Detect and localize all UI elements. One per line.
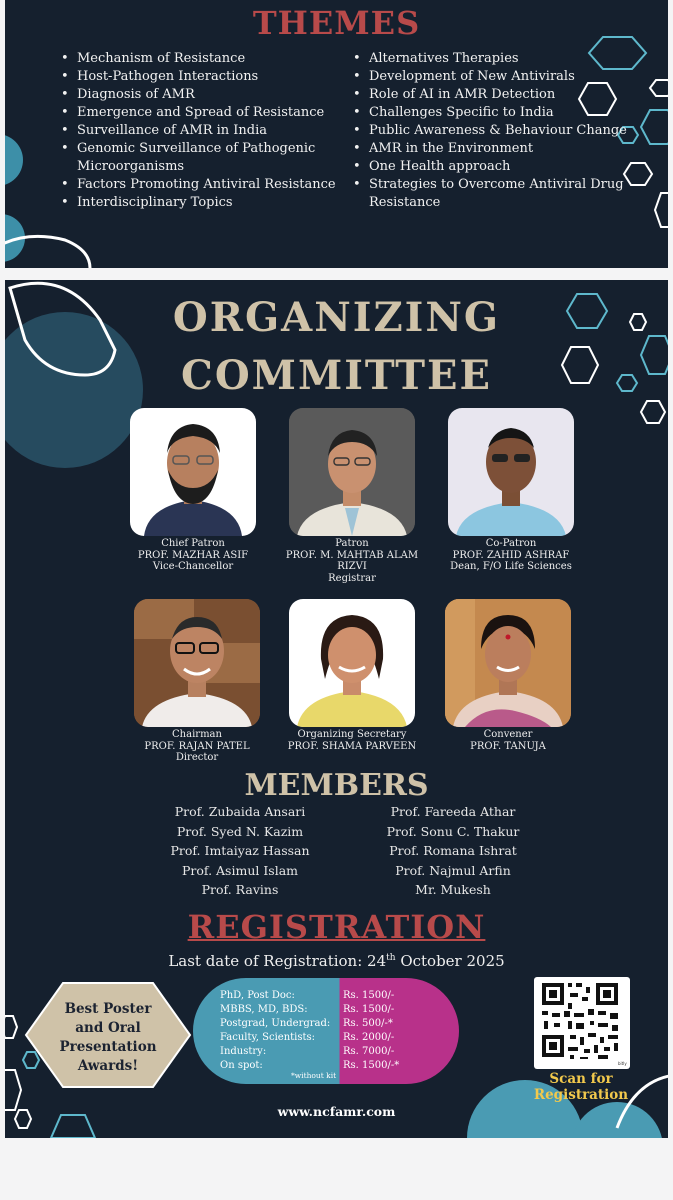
hexagon-icon [5,1016,17,1038]
registration-deadline [5,952,668,970]
qr-code-icon [534,977,630,1069]
theme-item: • Strategies to Overcome Antiviral Drug Resistance [351,176,631,212]
person-photo [289,408,415,536]
award-line: Presentation [59,1039,157,1055]
scan-line: Registration [533,1087,629,1103]
person-card [437,599,579,752]
theme-item: • Public Awareness & Behaviour Change [351,122,631,140]
person-title: Director [175,752,219,763]
fee-amount: Rs. 500/-* [343,1018,393,1029]
member-name: Prof. Zubaida Ansari [174,804,306,819]
fee-category: PhD, Post Doc: [220,990,295,1001]
theme-item: • Mechanism of Resistance [59,50,349,68]
fee-category: Faculty, Scientists: [220,1032,316,1043]
person-caption [122,538,264,573]
portrait-illustration [445,599,571,727]
person-card [122,408,264,573]
fee-amount: Rs. 7000/- [343,1046,395,1057]
person-name: PROF. ZAHID ASHRAF [452,549,570,561]
hexagon-icon [641,110,668,144]
deco-circle [5,134,23,186]
theme-item: • Surveillance of AMR in India [59,122,349,140]
fee-note: *without kit [291,1071,337,1080]
members-list-right [353,802,553,900]
fee-amount: Rs. 2000/- [343,1032,395,1043]
portrait-illustration [134,599,260,727]
person-caption [126,729,268,764]
person-caption [437,729,579,752]
deadline-month-year: October 2025 [395,952,505,970]
deadline-prefix: Last date of Registration: 24 [168,952,387,970]
theme-item: • Diagnosis of AMR [59,86,349,104]
themes-title: THEMES [252,4,421,42]
person-title: Vice-Chancellor [152,561,234,572]
person-card [272,599,432,752]
theme-item: • Development of New Antivirals [351,68,631,86]
person-photo [445,599,571,727]
scan-for-registration-label [521,1071,641,1103]
website-link[interactable]: www.ncfamr.com [277,1104,396,1119]
fee-amount: Rs. 1500/-* [343,1060,400,1071]
member-name: Mr. Mukesh [415,882,491,897]
person-photo [134,599,260,727]
portrait-illustration [289,599,415,727]
person-role: Patron [335,538,369,549]
theme-item: • Role of AI in AMR Detection [351,86,631,104]
person-role: Co-Patron [485,538,537,549]
theme-item: • AMR in the Environment [351,140,631,158]
registration-fee-table [193,978,459,1084]
theme-item: • One Health approach [351,158,631,176]
person-photo [448,408,574,536]
deadline-suffix-ordinal: th [386,953,396,963]
person-title: Registrar [328,572,376,584]
person-caption [440,538,582,573]
person-role: Convener [483,729,533,740]
theme-item: • Alternatives Therapies [351,50,631,68]
theme-item: • Challenges Specific to India [351,104,631,122]
themes-list-right [351,50,631,212]
fee-category: MBBS, MD, BDS: [220,1004,308,1015]
registration-qr-code[interactable] [534,977,630,1069]
person-name: PROF. MAZHAR ASIF [137,549,249,561]
fee-amount: Rs. 1500/- [343,990,395,1001]
portrait-illustration [448,408,574,536]
person-name: PROF. SHAMA PARVEEN [287,740,417,752]
theme-item: • Factors Promoting Antiviral Resistance [59,176,349,194]
person-role: Chairman [172,729,222,740]
members-list-left [140,802,340,900]
committee-title-line1: ORGANIZING [172,294,501,341]
fee-category: Postgrad, Undergrad: [220,1018,331,1029]
qr-small-text: bitly [618,1061,627,1066]
member-name: Prof. Asimul Islam [181,862,298,878]
member-name: Prof. Fareeda Athar [390,804,516,819]
award-line: Awards! [77,1058,139,1074]
awards-badge [23,980,193,1090]
person-role: Chief Patron [161,538,225,549]
themes-panel [5,0,668,268]
person-caption [272,729,432,752]
theme-item: • Host-Pathogen Interactions [59,68,349,86]
member-name: Prof. Najmul Arfin [395,862,511,878]
award-line: and Oral [75,1020,141,1036]
person-card [440,408,582,573]
portrait-illustration [130,408,256,536]
person-card [281,408,423,584]
committee-title-line2: COMMITTEE [180,352,493,399]
person-card [126,599,268,764]
person-photo [130,408,256,536]
member-name: Prof. Ravins [201,882,279,897]
person-role: Organizing Secretary [297,729,407,740]
person-name: PROF. RAJAN PATEL [144,740,250,752]
hexagon-icon [655,193,668,227]
committee-panel [5,280,668,1138]
member-name: Prof. Imtaiyaz Hassan [170,843,310,858]
person-photo [289,599,415,727]
award-line: Best Poster [64,1001,152,1017]
scan-line: Scan for [549,1071,613,1087]
person-caption [281,538,423,584]
person-title: Dean, F/O Life Sciences [450,561,572,572]
person-name: PROF. TANUJA [470,740,546,752]
awards-text [23,1000,193,1076]
themes-list-left [59,50,349,212]
theme-item: • Interdisciplinary Topics [59,194,349,212]
member-name: Prof. Sonu C. Thakur [386,823,520,839]
hexagon-icon [641,401,665,423]
member-name: Prof. Syed N. Kazim [176,823,304,839]
fee-category: Industry: [220,1046,267,1057]
portrait-illustration [289,408,415,536]
hexagon-icon [650,80,668,96]
person-name: PROF. M. MAHTAB ALAM RIZVI [285,549,419,572]
fee-category: On spot: [220,1060,263,1071]
theme-item: • Genomic Surveillance of Pathogenic Microorganisms [59,140,349,176]
registration-title: REGISTRATION [187,908,486,946]
members-title: MEMBERS [244,768,429,803]
fee-amount: Rs. 1500/- [343,1004,395,1015]
theme-item: • Emergence and Spread of Resistance [59,104,349,122]
member-name: Prof. Romana Ishrat [389,843,517,858]
